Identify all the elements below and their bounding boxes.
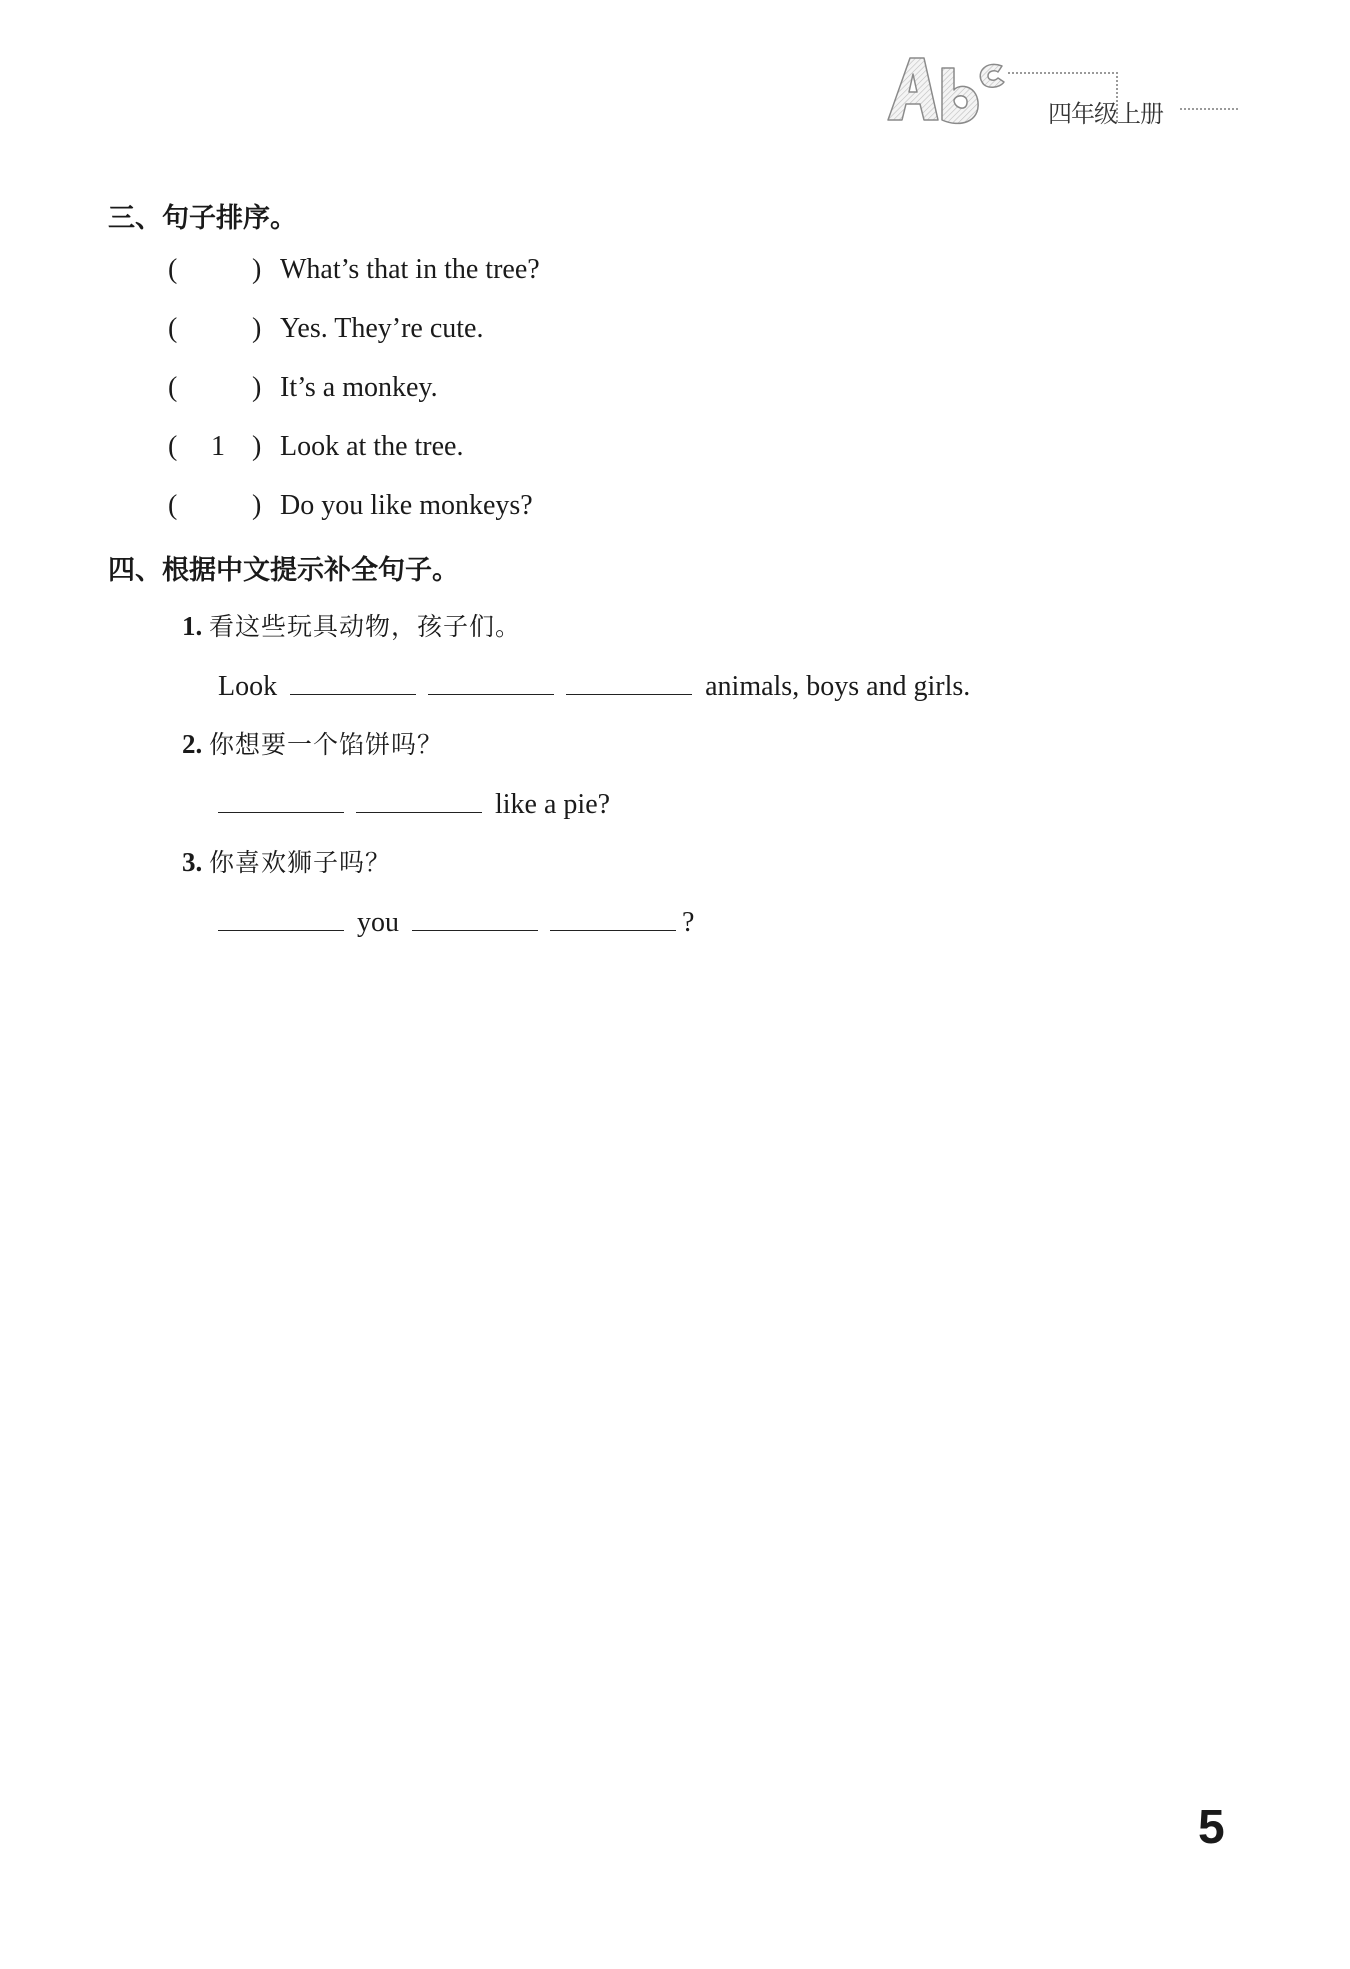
answer-blank[interactable] bbox=[218, 902, 344, 931]
answer-blank[interactable] bbox=[290, 666, 416, 695]
header-dotted-rule bbox=[1180, 108, 1238, 110]
answer-blank[interactable] bbox=[428, 666, 554, 695]
chinese-hint: 你想要一个馅饼吗？ bbox=[209, 730, 444, 759]
close-paren: ) bbox=[252, 313, 262, 344]
order-sentence: Look at the tree. bbox=[280, 431, 464, 462]
open-paren: ( bbox=[168, 490, 178, 521]
page-number: 5 bbox=[1198, 1801, 1225, 1854]
answer-blank[interactable] bbox=[218, 784, 344, 813]
sentence-text: ? bbox=[682, 907, 695, 938]
page-header bbox=[878, 50, 1238, 130]
item-2-prompt: 2. 你想要一个馅饼吗？ bbox=[182, 729, 444, 759]
open-paren: ( bbox=[168, 372, 178, 403]
open-paren: ( bbox=[168, 431, 178, 462]
close-paren: ) bbox=[252, 490, 262, 521]
item-number: 2 bbox=[182, 729, 196, 759]
order-sentence: What’s that in the tree? bbox=[280, 254, 540, 285]
chinese-hint: 看这些玩具动物，孩子们。 bbox=[209, 612, 522, 641]
item-number: 1 bbox=[182, 611, 196, 641]
abc-logo-icon bbox=[878, 50, 1018, 130]
answer-blank[interactable] bbox=[550, 902, 676, 931]
item-1-prompt: 1. 看这些玩具动物，孩子们。 bbox=[182, 611, 522, 641]
item-2-sentence bbox=[218, 784, 610, 820]
close-paren: ) bbox=[252, 372, 262, 403]
grade-label: 四年级上册 bbox=[1048, 100, 1163, 128]
order-sentence: Yes. They’re cute. bbox=[280, 313, 484, 344]
section-4-title: 四、根据中文提示补全句子。 bbox=[108, 555, 459, 586]
answer-blank[interactable] bbox=[412, 902, 538, 931]
item-1-sentence bbox=[218, 666, 970, 702]
order-sentence: It’s a monkey. bbox=[280, 372, 438, 403]
answer-blank[interactable] bbox=[356, 784, 482, 813]
chinese-hint: 你喜欢狮子吗？ bbox=[209, 848, 392, 877]
section-3-title: 三、句子排序。 bbox=[108, 203, 297, 234]
close-paren: ) bbox=[252, 254, 262, 285]
item-3-sentence bbox=[218, 902, 694, 938]
sentence-text: like a pie? bbox=[495, 789, 611, 820]
close-paren: ) bbox=[252, 431, 262, 462]
order-answer-blank[interactable]: 1 bbox=[211, 431, 225, 462]
sentence-text: you bbox=[357, 907, 399, 938]
order-sentence: Do you like monkeys? bbox=[280, 490, 533, 521]
sentence-text: Look bbox=[218, 671, 278, 702]
answer-blank[interactable] bbox=[566, 666, 692, 695]
open-paren: ( bbox=[168, 254, 178, 285]
item-3-prompt: 3. 你喜欢狮子吗？ bbox=[182, 847, 392, 877]
item-number: 3 bbox=[182, 847, 196, 877]
open-paren: ( bbox=[168, 313, 178, 344]
sentence-text: animals, boys and girls. bbox=[705, 671, 971, 702]
